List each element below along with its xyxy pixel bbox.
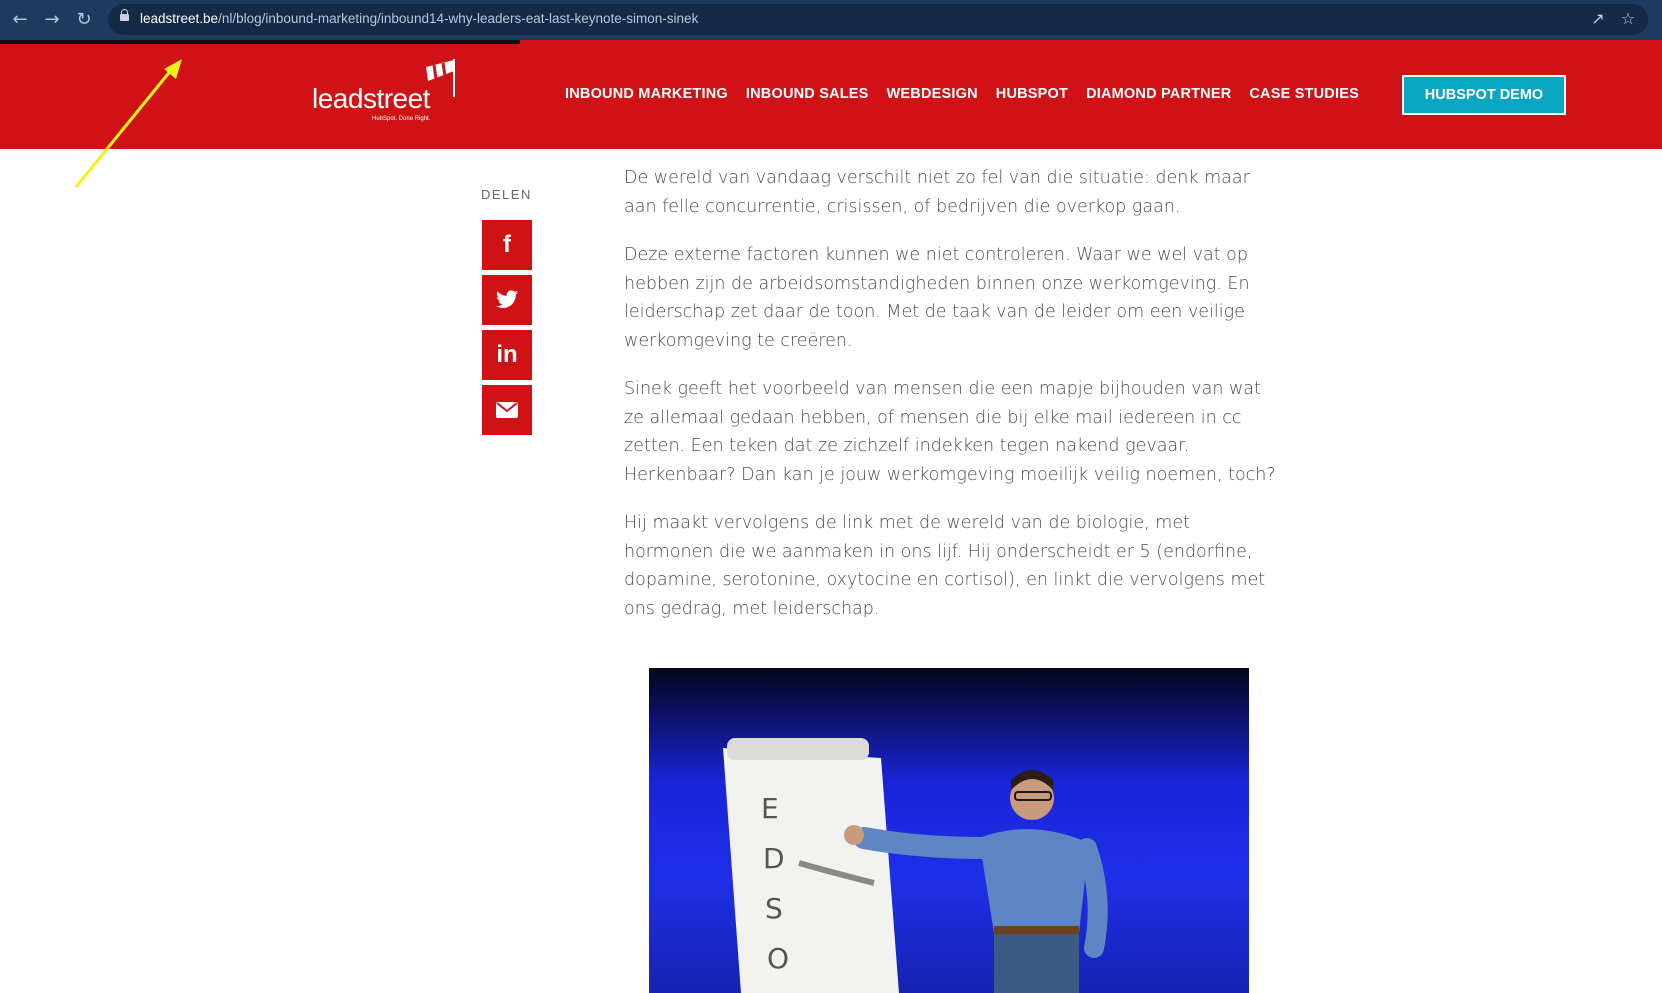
article-paragraph: Hij maakt vervolgens de link met de wereld van de biologie, met hormonen die we aanmaken in ons lijf. Hij onderscheidt er 5 (endorfine, dopamine, serotonine, oxytocine en cortisol), en linkt die vervolgens met ons gedrag, met leiderschap. (624, 513, 1266, 619)
svg-text:O (767, 942, 789, 975)
nav-item-inbound-marketing[interactable]: INBOUND MARKETING (565, 86, 728, 102)
flipchart-letter: O (767, 942, 790, 975)
share-label: DELEN (481, 187, 532, 202)
svg-text:D (763, 842, 785, 875)
nav-item-hubspot[interactable]: HUBSPOT (995, 86, 1069, 102)
lock-icon[interactable] (120, 14, 129, 21)
url-text[interactable] (140, 11, 698, 26)
logo-tagline: HubSpot. Done Right. (372, 116, 431, 122)
flipchart-letter: D (763, 842, 785, 875)
nav-item-case-studies[interactable]: CASE STUDIES (1249, 86, 1359, 102)
svg-text:S (765, 892, 783, 925)
flipchart-letter: S (765, 892, 783, 925)
annotation-arrow-icon (60, 55, 200, 195)
svg-text:E (761, 792, 779, 825)
nav-item-webdesign[interactable]: WEBDESIGN (886, 86, 978, 102)
nav-item-inbound-sales[interactable]: INBOUND SALES (745, 86, 869, 102)
arrow-left-icon[interactable]: ← (12, 9, 28, 30)
facebook-icon: f (503, 231, 511, 258)
linkedin-share-button[interactable] (482, 330, 532, 380)
article-image (649, 668, 1249, 993)
hubspot-demo-button[interactable]: HUBSPOT DEMO (1402, 75, 1566, 115)
email-share-button[interactable] (482, 385, 532, 435)
site-logo[interactable] (312, 53, 452, 125)
twitter-icon (495, 290, 519, 310)
facebook-share-button[interactable] (482, 220, 532, 270)
logo-wordmark: leadstreet (312, 83, 430, 114)
nav-item-diamond-partner[interactable]: DIAMOND PARTNER (1086, 86, 1232, 102)
star-icon[interactable]: ☆ (1620, 9, 1636, 28)
arrow-right-icon[interactable]: → (44, 9, 60, 30)
address-bar[interactable] (108, 4, 1648, 35)
url-path: /nl/blog/inbound-marketing/inbound14-why-leaders-eat-last-keynote-simon-sinek (218, 11, 699, 26)
main-navigation (565, 86, 1359, 102)
flipchart-letter: E (761, 792, 779, 825)
article-paragraph: Sinek geeft het voorbeeld van mensen die een mapje bijhouden van wat ze allemaal gedaan hebben, of mensen die bij elke mail iedereen in cc zetten. Een teken dat ze zichzelf indekken tegen nakend gevaar. Herkenbaar? Dan kan je jouw werkomgeving moeilijk veilig noemen, toch? (624, 379, 1276, 485)
article-paragraph: De wereld van vandaag verschilt niet zo fel van die situatie: denk maar aan felle concurrentie, crisissen, of bedrijven die overkop gaan. (624, 168, 1250, 217)
url-host: leadstreet.be (140, 11, 219, 26)
share-icon[interactable]: ↗ (1591, 9, 1605, 28)
linkedin-icon: in (496, 341, 518, 368)
browser-toolbar (0, 0, 1662, 40)
article-body (624, 164, 1284, 643)
page-load-progress (0, 40, 520, 44)
email-icon (496, 402, 518, 418)
speaker-photo-illustration (649, 668, 1249, 993)
twitter-share-button[interactable] (482, 275, 532, 325)
reload-icon[interactable]: ↻ (76, 9, 92, 30)
article-paragraph: Deze externe factoren kunnen we niet controleren. Waar we wel vat op hebben zijn de arbeidsomstandigheden binnen onze werkomgeving. En leiderschap zet daar de toon. Met de taak van de leider om een veilige werkomgeving te creëren. (624, 245, 1250, 351)
